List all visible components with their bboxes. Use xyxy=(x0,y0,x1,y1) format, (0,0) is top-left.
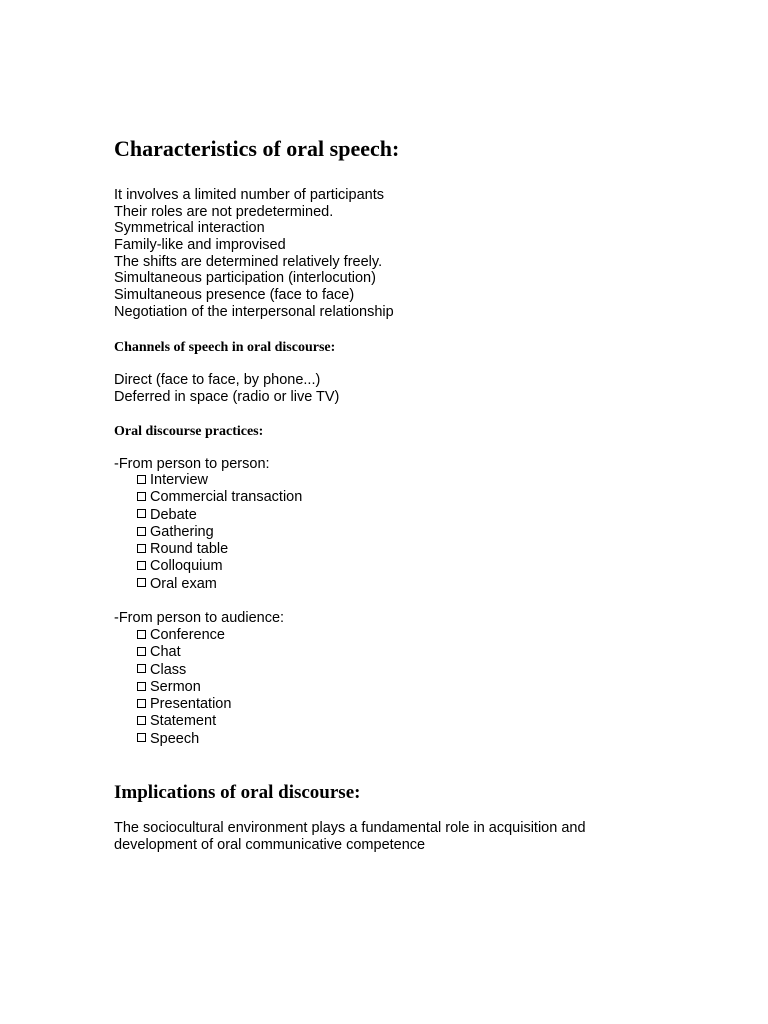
characteristic-item: Negotiation of the interpersonal relationship xyxy=(114,303,394,320)
list-item xyxy=(137,524,302,541)
list-item-label: Chat xyxy=(150,644,181,661)
list-item-label: Conference xyxy=(150,627,225,643)
list-item-label: Speech xyxy=(150,730,200,747)
list-item xyxy=(137,576,302,593)
checkbox-icon xyxy=(137,647,146,656)
list-item xyxy=(137,644,231,661)
practices-heading: Oral discourse practices: xyxy=(114,424,264,439)
characteristics-list xyxy=(114,187,394,321)
list-item xyxy=(137,489,302,506)
person-to-audience-label-text: -From person to audience: xyxy=(114,610,285,626)
list-item xyxy=(137,541,302,558)
person-to-person-label-text: -From person to person: xyxy=(114,456,270,472)
list-item xyxy=(137,679,231,696)
list-item xyxy=(137,713,231,730)
channel-item: Direct (face to face, by phone...) xyxy=(114,372,321,388)
list-item xyxy=(137,696,231,713)
checkbox-icon xyxy=(137,682,146,691)
checkbox-icon xyxy=(137,664,146,673)
list-item xyxy=(137,558,302,575)
characteristic-item: Family-like and improvised xyxy=(114,237,286,254)
person-to-audience-list xyxy=(137,627,231,748)
checkbox-icon xyxy=(137,492,146,501)
checkbox-icon xyxy=(137,716,146,725)
list-item xyxy=(137,662,231,679)
implications-heading: Implications of oral discourse: xyxy=(114,782,361,803)
list-item xyxy=(137,472,302,489)
channels-list xyxy=(114,372,339,405)
characteristic-item: Simultaneous participation (interlocution) xyxy=(114,270,376,287)
checkbox-icon xyxy=(137,699,146,708)
checkbox-icon xyxy=(137,561,146,570)
checkbox-icon xyxy=(137,630,146,639)
checkbox-icon xyxy=(137,733,146,742)
characteristic-item: It involves a limited number of participants xyxy=(114,187,384,203)
checkbox-icon xyxy=(137,475,146,484)
list-item-label: Sermon xyxy=(150,678,201,695)
list-item-label: Interview xyxy=(150,472,209,488)
list-item-label: Commercial transaction xyxy=(150,489,303,506)
person-to-person-label xyxy=(114,456,270,473)
person-to-person-list xyxy=(137,472,302,593)
characteristic-item: The shifts are determined relatively freely. xyxy=(114,253,383,270)
checkbox-icon xyxy=(137,578,146,587)
list-item-label: Presentation xyxy=(150,696,232,713)
channel-item: Deferred in space (radio or live TV) xyxy=(114,388,340,405)
list-item xyxy=(137,627,231,644)
list-item-label: Debate xyxy=(150,506,197,523)
list-item-label: Oral exam xyxy=(150,575,217,592)
list-item-label: Gathering xyxy=(150,523,214,540)
list-item-label: Class xyxy=(150,661,187,678)
person-to-audience-label xyxy=(114,610,284,627)
list-item-label: Round table xyxy=(150,541,229,558)
characteristic-item: Symmetrical interaction xyxy=(114,220,265,237)
list-item xyxy=(137,507,302,524)
list-item-label: Statement xyxy=(150,713,217,730)
checkbox-icon xyxy=(137,509,146,518)
characteristic-item: Their roles are not predetermined. xyxy=(114,203,334,220)
list-item xyxy=(137,731,231,748)
implications-paragraph: The sociocultural environment plays a fundamental role in acquisition and development of oral communicative competence xyxy=(114,820,586,853)
list-item-label: Colloquium xyxy=(150,558,223,575)
checkbox-icon xyxy=(137,527,146,536)
characteristic-item: Simultaneous presence (face to face) xyxy=(114,287,355,304)
checkbox-icon xyxy=(137,544,146,553)
channels-heading: Channels of speech in oral discourse: xyxy=(114,340,336,355)
page-title: Characteristics of oral speech: xyxy=(114,136,400,161)
